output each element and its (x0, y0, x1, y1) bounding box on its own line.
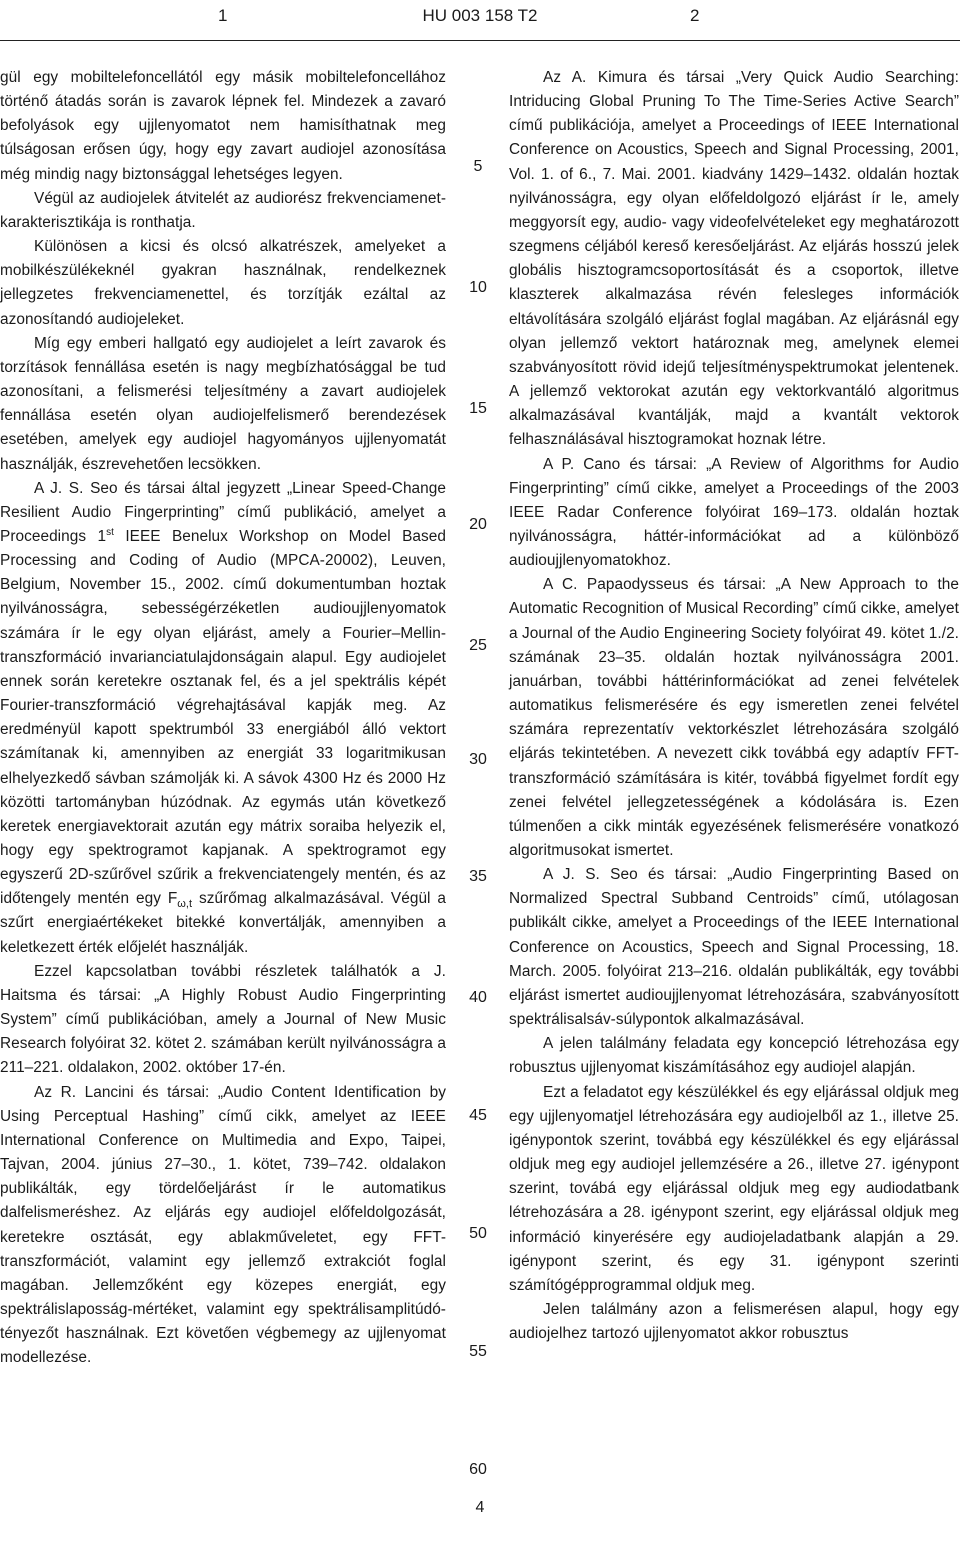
right-column (509, 66, 959, 1346)
line-number: 60 (469, 1461, 487, 1478)
paragraph: Ezzel kapcsolatban további részletek találhatók a J. Haitsma és társai: „A Highly Robust Audio Fingerprinting System” című publikációban, amely a Journal of New Music Research folyóirat 32. kötet 2. számában került nyilvánosságra a 211–221. oldalakon, 2002. október 17-én. (0, 962, 446, 1077)
line-number: 30 (469, 751, 487, 768)
line-number: 40 (469, 989, 487, 1006)
line-number: 20 (469, 516, 487, 533)
line-number: 35 (469, 868, 487, 885)
line-number: 5 (473, 158, 483, 175)
paragraph: Ezt a feladatot egy készülékkel és egy eljárással oldjuk meg egy ujjlenyomatjel létrehozására egy audiojelből az 1., illetve 25. igénypontok szerint, továbbá egy készülékkel és egy eljárással oldjuk meg egy audiojel jellemzésére a 26., illetve 27. igénypont szerint, továbá egy eljárással oldjuk meg egy audiodatbank létrehozására a 28. igénypont szerint, egy eljárással oldjuk meg információ kinyerésére egy audiojeladatbank alapján a 29. igénypont szerint, és egy 31. igénypont szerinti számítógépprogrammal oldjuk meg. (509, 1083, 959, 1294)
paragraph: Az R. Lancini és társai: „Audio Content Identification by Using Perceptual Hashing” című cikk, amelyet az IEEE International Conference on Multimedia and Expo, Taipei, Tajvan, 2004. június 27–30., 1. kötet, 739–742. oldalakon publikálták, egy tördelőeljárást ír le automatikus dalfelismeréshez. Az eljárás egy audiojel előfeldolgozását, keretekre osztását, egy ablakműveletet, egy FFT-transzformációt, valamint egy jellemző extrakciót foglal magában. Jellemzőként egy közepes energiát, egy spektrálislaposság-mértéket, valamint egy spektrálisamplitúdó-tényezőt használnak. Ezt követően végbemegy az ujjlenyomat modellezése. (0, 1083, 446, 1367)
paragraph: Különösen a kicsi és olcsó alkatrészek, amelyeket a mobilkészülékeknél gyakran használnak, rendelkeznek jellegzetes frekvenciamenettel, és torzítják ezáltal az azonosítandó audiojeleket. (0, 238, 446, 328)
page-header (0, 0, 960, 40)
header-document-id: HU 003 158 T2 (422, 6, 538, 25)
header-rule (0, 40, 960, 41)
superscript: st (106, 526, 114, 538)
header-right-column-number: 2 (690, 6, 700, 25)
paragraph: A jelen találmány feladata egy koncepció létrehozása egy robusztus ujjlenyomat kiszámításához egy audiojel alapján. (509, 1035, 959, 1077)
paragraph: A J. S. Seo és társai: „Audio Fingerprinting Based on Normalized Spectral Subband Centroids” című, utólagosan publikált cikke, amelyet a Proceedings of the IEEE International Conference on Acoustics, Speech and Signal Processing, 18. March. 2005. folyóirat 213–216. oldalán publikálták, egy további eljárást ismertet audioujjlenyomat létrehozására, szabványosított spektrálisalsáv-súlypontok alkalmazásával. (509, 866, 959, 1029)
line-number: 45 (469, 1107, 487, 1124)
paragraph: Míg egy emberi hallgató egy audiojelet a leírt zavarok és torzítások fennállása esetén is nagy megbízhatósággal be tud azonosítani, a felismerési teljesítmény a zavart audiojelek fennállása esetén olyan audiojelfelismerő berendezések esetében, amelyek egy audiojel hagyományos ujjlenyomatát használják, észrevehetően lecsökken. (0, 334, 446, 473)
page-number: 4 (475, 1499, 485, 1516)
header-left-column-number: 1 (218, 6, 228, 25)
paragraph: Jelen találmány azon a felismerésen alapul, hogy egy audiojelhez tartozó ujjlenyomatot akkor robusztus (509, 1300, 959, 1343)
line-number: 15 (469, 400, 487, 417)
paragraph-text: IEEE Benelux Workshop on Model Based Processing and Coding of Audio (MPCA-20002), Leuven, Belgium, November 15., 2002. című dokumentumban hoztak nyilvánosságra, sebességérzéketlen audioujjlenyomatok számára ír le egy olyan eljárást, amely a Fourier–Mellin-transzformáció invarianciatulajdonságain alapul. Egy audiojelet ennek során keretekre osztanak fel, és a jel spektrális képét Fourier-transzformáció végrehajtásával kapják meg. Az eredményül kapott spektrumból 33 energiából álló vektort számítanak ki, amennyiben az energiát 33 logaritmikusan elhelyezkedő sávban számolják ki. A sávok 4300 Hz és 2000 Hz közötti tartományban húzódnak. Az egymás után következő keretek energiavektorait azután egy mátrix soraiba helyezik el, hogy egy spektrogramot kapjanak. A spektrogramot egy egyszerű 2D-szűrővel szűrik a frekvenciatengely mentén, és az időtengely mentén egy F (0, 527, 446, 908)
line-number: 10 (469, 279, 487, 296)
line-number: 50 (469, 1225, 487, 1242)
paragraph-text: szűrőmag alkalmazásával. Végül a szűrt energiaértékeket bitekké konvertálják, amennyiben a keletkezett érték előjelét használják. (0, 890, 446, 956)
paragraph: Végül az audiojelek átvitelét az audiorész frekvenciamenet-karakterisztikája is ronthatja. (0, 189, 446, 231)
paragraph: Az A. Kimura és társai „Very Quick Audio Searching: Intriducing Global Pruning To The Time-Series Active Search” című publikációja, amelyet a Proceedings of IEEE International Conference on Acoustics, Speech and Signal Processing, 2001, Vol. 1. of 6., 7. Mai. 2001. kiadvány 1429–1432. oldalán hoztak nyilvánosságra, egy olyan előfeldolgozó eljárást ír le, amely meggyorsít egy, audio- vagy videofelvételeket egy meghatározott szegmens céljából kereső keresőeljárást. Az eljárás hosszú jelek globális hisztogramcsoportosítását és a csoportok, illetve klaszterek alkalmazása révén felesleges információk eltávolítására szolgáló eljárást foglal magában. Az eljárásnál egy olyan jellemző vektort határoznak meg, amelynek elemei szabványosított rövid idejű teljesítményspektrumokat jelentenek. A jellemző vektorokat azután egy vektorkvantáló algoritmus alkalmazásával kvantálják, majd a kvantált vektorok felhasználásával hisztogramokat hoznak létre. (509, 69, 959, 449)
subscript: ω,t (177, 898, 193, 911)
line-number: 55 (469, 1343, 487, 1360)
paragraph: A C. Papaodysseus és társai: „A New Approach to the Automatic Recognition of Musical Recording” című cikke, amelyet a Journal of the Audio Engineering Society folyóirat 49. kötet 1./2. számának 23–35. oldalán hoztak nyilvánosságra 2001. januárban, további háttérinformációkat ad zenei felvételek automatikus felismerésére és egy ismeretlen zenei felvétel számára reprezentatív vektorkészlet létrehozására szolgáló eljárás tekintetében. A nevezett cikk továbbá egy adaptív FFT-transzformáció számítására is kitér, továbbá figyelmet fordít egy zenei felvétel jellegzetességének a kódolására is. Ezen túlmenően a cikk minták egyezésének felismerésére vonatkozó algoritmusokat ismertet. (509, 576, 959, 859)
paragraph: A P. Cano és társai: „A Review of Algorithms for Audio Fingerprinting” című cikke, amelyet a Proceedings of the 2003 IEEE Radar Conference folyóirat 169–173. oldalán hoztak nyilvánosságra, háttér-információkat ad a különböző audioujjlenyomatokhoz. (509, 455, 959, 570)
line-number: 25 (469, 637, 487, 654)
paragraph-text: A J. S. Seo és társai által jegyzett „Linear Speed-Change Resilient Audio Fingerprinting” című publikáció, amelyet a Proceedings 1 (0, 479, 446, 545)
paragraph: gül egy mobiltelefoncellától egy másik mobiltelefoncellához történő átadás során is zavarok lépnek fel. Mindezek a zavaró befolyások egy ujjlenyomatot nem hamisíthatnak meg túlságosan erősen úgy, hogy egy zavart audiojel azonosítása még mindig nagy biztonsággal lehetséges legyen. (0, 69, 446, 183)
left-column (0, 66, 446, 1370)
paragraph-seo-reference (0, 477, 446, 960)
